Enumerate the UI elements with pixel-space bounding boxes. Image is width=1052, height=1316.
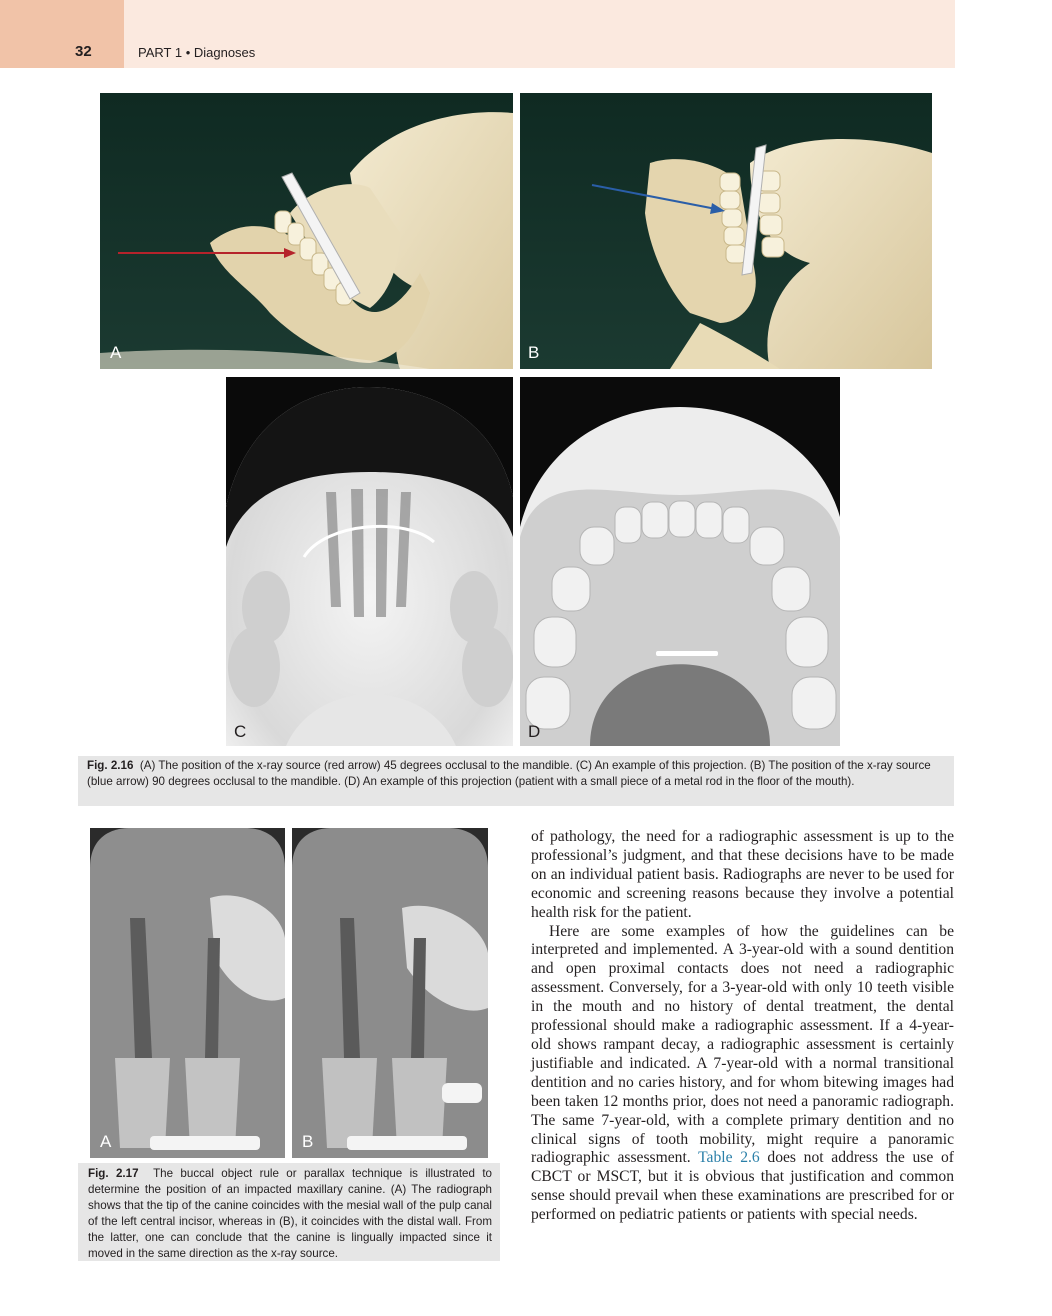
fig-2-17-radiograph-b [292,828,488,1158]
header-band-left [0,0,124,68]
fig-2-16-panel-a-label: A [110,343,122,362]
body-paragraph-1: of pathology, the need for a radiographic assessment is up to the professional’s judgment, and that these decisions have to be made on an individual patient basis. Radiographs are never to be used for economic and screening reasons because they involve a potential health risk for the patient. [531,828,954,921]
fig-2-16-caption-text: (A) The position of the x-ray source (red arrow) 45 degrees occlusal to the mandible. (C) An example of this projection. (B) The position of the x-ray source (blue arrow) 90 degrees occlusal to the mandible. (D) An example of this projection (patient with a small piece of a metal rod in the floor of the mouth). [87,759,931,788]
body-paragraph-2-start: Here are some examples of how the guidelines can be interpreted and implemented. A 3-year-old with a sound dentition and open proximal contacts does not need a radiographic assessment. Conversely, for a 3-year-old with only 10 teeth visible in the mouth and no history of dental treatment, the dental professional should make a radiographic assessment. If a 4-year-old shows rampant decay, a radiographic assessment is certainly justifiable and indicated. A 7-year-old with a normal transitional dentition and no caries history, and for whom bitewing images had been taken 12 months prior, does not need a panoramic radiograph. The same 7-year-old, with a complete primary dentition and no clinical signs of tooth mobility, might require a panoramic radiographic assessment. [531,922,954,1167]
fig-2-17-radiograph-a [90,828,285,1158]
fig-2-16-panel-c-label: C [234,722,247,741]
fig-2-16-radiograph-d [520,377,840,746]
fig-2-16-panel-b-label: B [528,343,540,362]
fig-2-17-caption-box [78,1163,500,1261]
fig-2-16-caption-label: Fig. 2.16 [87,759,134,772]
fig-2-17-panel-a-label: A [100,1132,112,1151]
fig-2-16-photo-a [100,93,513,369]
body-paragraph-2-end: does not address the use of CBCT or MSCT, but it is obvious that justification and common sense should prevail when these examinations are prescribed for or performed on pediatric patients or patients with special needs. [531,1149,954,1224]
fig-2-17-caption-text: The buccal object rule or parallax technique is illustrated to determine the position of an impacted maxillary canine. (A) The radiograph shows that the tip of the canine coincides with the mesial wall of the pulp canal of the left central incisor, whereas in (B), it coincides with the distal wall. From the latter, one can conclude that the canine is lingually impacted since it moved in the same direction as the x-ray source. [88,1167,492,1260]
fig-2-16-caption-box [78,756,954,806]
table-2-6-link[interactable]: Table 2.6 [698,1149,760,1167]
fig-2-16-caption [87,758,945,790]
body-text-column [531,828,954,1225]
fig-2-16-panel-d-label: D [528,722,541,741]
fig-2-17-panel-b-label: B [302,1132,314,1151]
fig-2-17-caption-label: Fig. 2.17 [88,1167,139,1180]
body-paragraph-2 [531,923,954,1226]
fig-2-16-radiograph-c [226,377,513,746]
fig-2-16-photo-b [520,93,932,369]
fig-2-17-caption [88,1166,492,1262]
running-title: PART 1 • Diagnoses [138,45,256,60]
page-number: 32 [75,43,92,60]
